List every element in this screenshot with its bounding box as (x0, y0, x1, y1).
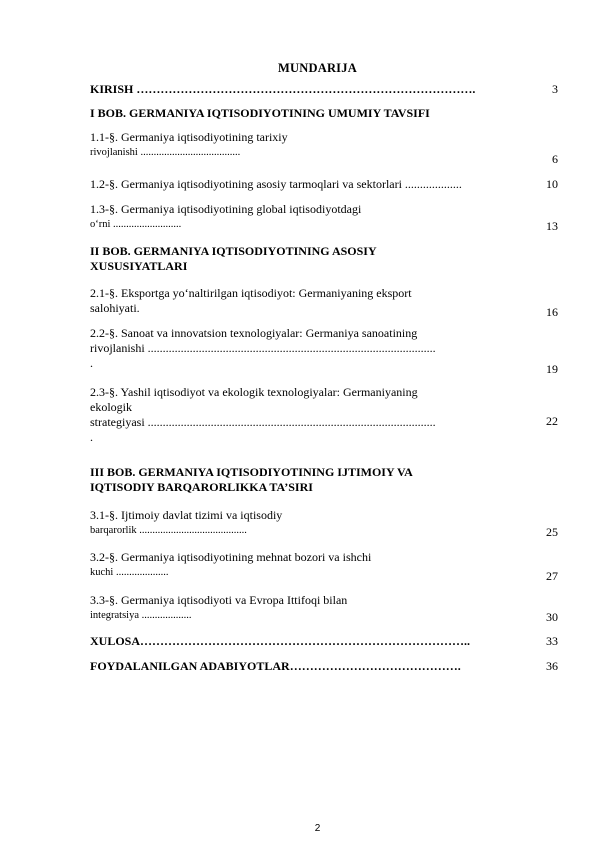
toc-entry-2-2[interactable] (90, 326, 558, 376)
toc-page-number: 22 (546, 414, 558, 428)
toc-entry-text-line4: . (90, 430, 93, 444)
toc-page-number: 19 (546, 362, 558, 376)
toc-entry-text-line2: XUSUSIYATLARI (90, 259, 188, 273)
toc-entry-text-line2: IQTISODIY BARQARORLIKKA TA’SIRI (90, 480, 313, 494)
toc-entry-text-line2: o‘rni .......................... (90, 219, 182, 230)
toc-entry-2-1[interactable] (90, 286, 558, 320)
toc-entry-3-1[interactable] (90, 508, 558, 542)
toc-entry-text-line2: rivojlanishi ...................................... (90, 147, 241, 158)
toc-entry-text-line1: 1.3-§. Germaniya iqtisodiyotining global iqtisodiyotdagi (90, 202, 362, 216)
toc-entry-text-line1: III BOB. GERMANIYA IQTISODIYOTINING IJTIMOIY VA (90, 465, 413, 479)
toc-page-number: 10 (546, 177, 558, 191)
toc-entry-3-2[interactable] (90, 550, 558, 584)
toc-entry-text-line2: kuchi .................... (90, 567, 169, 578)
toc-entry-1-1[interactable] (90, 130, 558, 166)
toc-entry-text-line1: 3.3-§. Germaniya iqtisodiyoti va Evropa Ittifoqi bilan (90, 593, 348, 607)
toc-entry-text-line3: strategiyasi ................................................................................................ (90, 415, 436, 429)
toc-entry-kirish[interactable] (90, 82, 558, 97)
toc-entry-text-line2: rivojlanishi ................................................................................................ (90, 341, 436, 355)
toc-entry-text-line2: integratsiya ................... (90, 610, 192, 621)
toc-chapter-3-heading (90, 465, 558, 495)
toc-entry-text: XULOSA……………………………………………………………………….. (90, 634, 471, 648)
toc-chapter-2-heading (90, 244, 558, 274)
toc-page-number: 3 (552, 82, 558, 96)
toc-entry-text-line2: ekologik (90, 400, 132, 414)
toc-page-number: 33 (546, 634, 558, 648)
toc-chapter-1-heading (90, 106, 558, 121)
toc-page-number: 6 (552, 152, 558, 166)
toc-entry-3-3[interactable] (90, 593, 558, 627)
toc-page-number: 13 (546, 219, 558, 233)
toc-page-number: 16 (546, 305, 558, 319)
page-title: MUNDARIJA (278, 61, 357, 75)
footer-page-number: 2 (314, 823, 321, 834)
toc-entry-text-line1: II BOB. GERMANIYA IQTISODIYOTINING ASOSIY (90, 244, 377, 258)
toc-entry-1-2[interactable] (90, 177, 558, 192)
toc-entry-foydalanilgan-adabiyotlar[interactable] (90, 659, 558, 674)
toc-entry-text: 1.2-§. Germaniya iqtisodiyotining asosiy tarmoqlari va sektorlari ................... (90, 177, 462, 191)
toc-page-number: 25 (546, 525, 558, 539)
toc-page-number: 36 (546, 659, 558, 673)
toc-entry-2-3[interactable] (90, 385, 558, 447)
toc-entry-text-line2: salohiyati. (90, 301, 140, 315)
toc-entry-text-line1: 2.3-§. Yashil iqtisodiyot va ekologik texnologiyalar: Germaniyaning (90, 385, 418, 399)
toc-entry-1-3[interactable] (90, 202, 558, 238)
toc-entry-text: KIRISH …………………………………………………………………………. (90, 82, 476, 96)
toc-entry-text-line1: 2.2-§. Sanoat va innovatsion texnologiyalar: Germaniya sanoatining (90, 326, 418, 340)
toc-entry-text-line3: . (90, 356, 93, 370)
toc-entry-text-line1: 3.2-§. Germaniya iqtisodiyotining mehnat bozori va ishchi (90, 550, 372, 564)
toc-entry-text-line1: 2.1-§. Eksportga yo‘naltirilgan iqtisodiyot: Germaniyaning eksport (90, 286, 412, 300)
toc-page-number: 27 (546, 569, 558, 583)
toc-entry-text-line2: barqarorlik ......................................... (90, 525, 247, 536)
toc-entry-text-line1: 1.1-§. Germaniya iqtisodiyotining tarixiy (90, 130, 288, 144)
toc-entry-xulosa[interactable] (90, 634, 558, 649)
toc-entry-text-line1: 3.1-§. Ijtimoiy davlat tizimi va iqtisodiy (90, 508, 283, 522)
toc-page-number: 30 (546, 610, 558, 624)
toc-entry-text: I BOB. GERMANIYA IQTISODIYOTINING UMUMIY TAVSIFI (90, 106, 430, 120)
toc-entry-text: FOYDALANILGAN ADABIYOTLAR……………………………………. (90, 659, 461, 673)
